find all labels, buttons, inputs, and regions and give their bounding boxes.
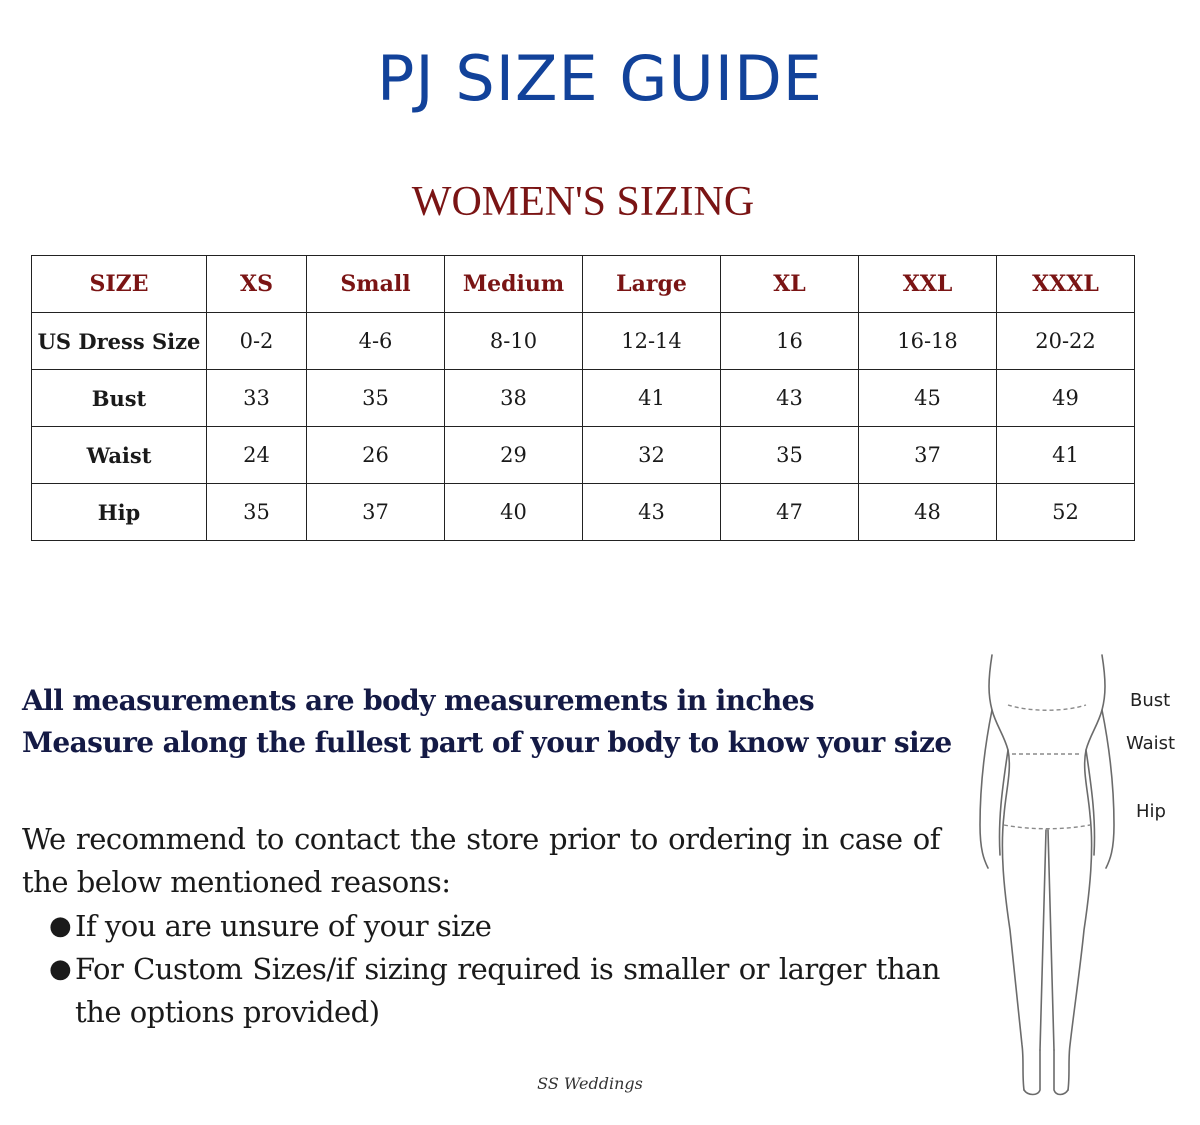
header-cell: Small	[307, 256, 445, 313]
header-cell: XXL	[859, 256, 997, 313]
table-cell: 29	[445, 427, 583, 484]
table-cell: 49	[997, 370, 1135, 427]
table-cell: 0-2	[207, 313, 307, 370]
header-cell: SIZE	[32, 256, 207, 313]
table-row	[32, 313, 1135, 370]
list-item-text: For Custom Sizes/if sizing required is smaller or larger than the options provided)	[75, 952, 940, 1029]
table-cell: 12-14	[583, 313, 721, 370]
row-label: Bust	[32, 370, 207, 427]
table-cell: 35	[207, 484, 307, 541]
table-cell: 26	[307, 427, 445, 484]
table-cell: 33	[207, 370, 307, 427]
table-cell: 41	[997, 427, 1135, 484]
body-measurement-figure	[970, 650, 1200, 1100]
bullet-icon: ●	[49, 911, 72, 941]
list-item-text: If you are unsure of your size	[75, 909, 492, 943]
table-cell: 52	[997, 484, 1135, 541]
bullet-icon: ●	[49, 954, 72, 984]
waist-label: Waist	[1126, 733, 1176, 754]
table-cell: 41	[583, 370, 721, 427]
table-header-row	[32, 256, 1135, 313]
table-row	[32, 484, 1135, 541]
table-cell: 4-6	[307, 313, 445, 370]
hip-label: Hip	[1136, 801, 1166, 822]
header-cell: XXXL	[997, 256, 1135, 313]
table-cell: 8-10	[445, 313, 583, 370]
body-outline-icon	[970, 650, 1130, 1100]
header-cell: XS	[207, 256, 307, 313]
table-cell: 47	[721, 484, 859, 541]
table-cell: 43	[721, 370, 859, 427]
table-cell: 38	[445, 370, 583, 427]
table-cell: 24	[207, 427, 307, 484]
table-cell: 35	[721, 427, 859, 484]
table-cell: 45	[859, 370, 997, 427]
brand-signature: SS Weddings	[537, 1074, 643, 1093]
table-cell: 37	[859, 427, 997, 484]
note-line: All measurements are body measurements in inches	[22, 684, 815, 717]
table-cell: 32	[583, 427, 721, 484]
table-cell: 35	[307, 370, 445, 427]
note-line: Measure along the fullest part of your body to know your size	[22, 726, 952, 759]
row-label: US Dress Size	[32, 313, 207, 370]
table-cell: 20-22	[997, 313, 1135, 370]
table-cell: 16-18	[859, 313, 997, 370]
header-cell: Large	[583, 256, 721, 313]
table-cell: 43	[583, 484, 721, 541]
header-cell: Medium	[445, 256, 583, 313]
reasons-list	[49, 905, 940, 1034]
header-cell: XL	[721, 256, 859, 313]
list-item	[49, 948, 940, 1034]
page-title: PJ SIZE GUIDE	[376, 42, 823, 115]
recommendation-text: We recommend to contact the store prior to ordering in case of the below mentioned reasons:	[22, 822, 940, 899]
table-row	[32, 370, 1135, 427]
table-cell: 16	[721, 313, 859, 370]
bust-label: Bust	[1130, 690, 1171, 711]
table-cell: 40	[445, 484, 583, 541]
list-item	[49, 905, 940, 948]
size-chart-table	[31, 255, 1135, 541]
row-label: Waist	[32, 427, 207, 484]
section-subtitle: WOMEN'S SIZING	[411, 179, 755, 225]
table-cell: 37	[307, 484, 445, 541]
row-label: Hip	[32, 484, 207, 541]
measurement-notes	[22, 680, 962, 764]
table-row	[32, 427, 1135, 484]
table-cell: 48	[859, 484, 997, 541]
